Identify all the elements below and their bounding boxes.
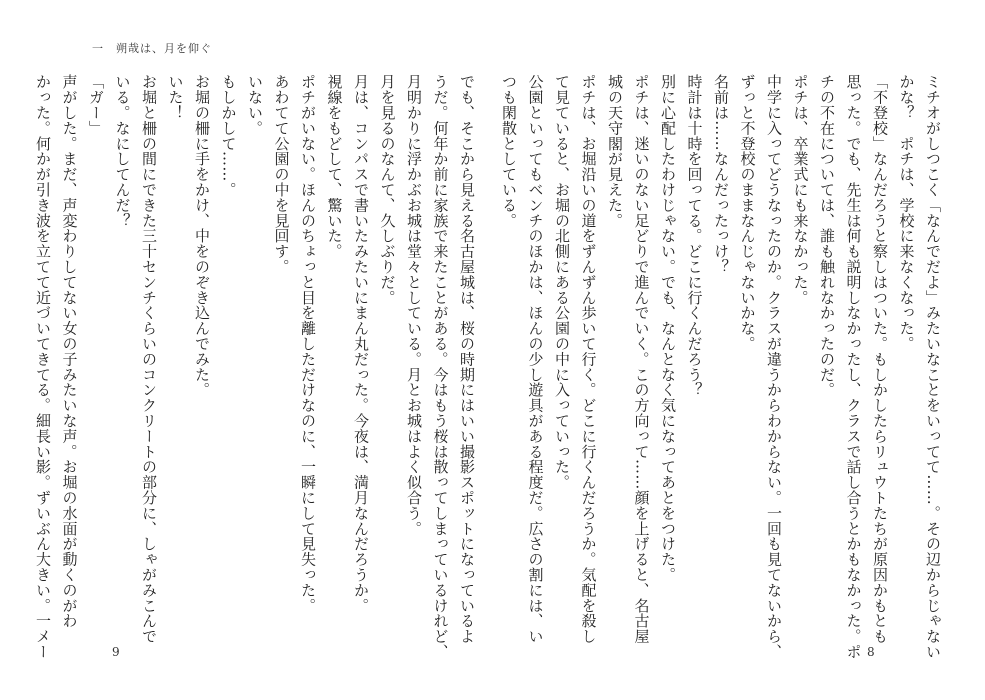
text-line: 中学に入ってどうなったのか。クラスが違うからわからない。一回も見てないから、	[765, 74, 783, 660]
text-line: 視線をもどして、驚いた。	[325, 74, 344, 259]
text-line: 月明かりに浮かぶお城は堂々としている。月とお城はよく似合う。	[405, 74, 423, 536]
text-line: かった。何かが引き波を立てて近づいてきてる。細長い影。ずいぶん大きい。一メー	[34, 74, 52, 660]
text-line: 声がした。まだ、声変わりしてない女の子みたいな声。お堀の水面が動くのがわ	[60, 74, 79, 629]
right-page	[493, 0, 985, 700]
page-number: 9	[112, 645, 120, 659]
text-line: もしかして……。	[219, 74, 238, 198]
text-line: 月を見るのなんて、久しぶりだ。	[378, 74, 397, 305]
text-line: 別に心配したわけじゃない。でも、なんとなく気になってあとをつけた。	[659, 74, 677, 583]
text-line: うだ。何年か前に家族で来たことがある。今はもう桜は散ってしまっているけれど、	[431, 74, 450, 660]
text-line: つも閑散としている。	[500, 74, 518, 228]
text-line: 名前は……なんだったっけ？	[712, 74, 730, 275]
text-line: 公園といってもベンチのほかは、ほんの少し遊具がある程度だ。広さの割には、い	[526, 74, 545, 644]
left-page-text	[34, 74, 480, 660]
text-line: お堀と柵の間にできた三十センチくらいのコンクリートの部分に、しゃがみこんで	[140, 74, 158, 644]
text-line: 城の天守閣が見えた。	[606, 74, 624, 228]
text-line: 月は、コンパスで書いたみたいにまん丸だった。今夜は、満月なんだろうか。	[352, 74, 370, 613]
text-line: 時計は十時を回ってる。どこに行くんだろう？	[685, 74, 704, 398]
left-page	[0, 0, 492, 700]
text-line: ポチは、お堀沿いの道をずんずん歩いて行く。どこに行くんだろうか。気配を殺し	[579, 74, 598, 644]
text-line: お堀の柵に手をかけ、中をのぞき込んでみた。	[193, 74, 211, 398]
text-line: でも、そこから見える名古屋城は、桜の時期にはいい撮影スポットになっているよ	[458, 74, 476, 644]
text-line: 「不登校」なんだろうと察しはついた。もしかしたらリュウトたちが原因かもとも	[871, 74, 889, 644]
text-line: ずっと不登校のままなんじゃないかな。	[738, 74, 757, 352]
text-line: いる。なにしてんだ？	[113, 74, 132, 228]
text-line: あわてて公園の中を見回す。	[272, 74, 291, 275]
page-number: 8	[867, 645, 875, 659]
running-head: 一 朔哉は、月を仰ぐ	[92, 42, 212, 55]
text-line: ポチがいない。ほんのちょっと目を離しただけなのに、一瞬にして見失った。	[299, 74, 317, 613]
text-line: かな？ ポチは、学校に来なくなった。	[897, 74, 916, 352]
right-page-text	[500, 74, 946, 660]
text-line: 思った。でも、先生は何も説明しなかったし、クラスで話し合うとかもなかった。ポ	[844, 74, 863, 660]
text-line: 「ガー」	[87, 74, 105, 136]
text-line: ミチオがしつこく「なんでだよ」みたいなことをいってて……。その辺からじゃない	[924, 74, 942, 660]
text-line: いた！	[166, 74, 185, 121]
text-line: て見ていると、お堀の北側にある公園の中に入っていった。	[553, 74, 571, 490]
text-line: いない。	[246, 74, 264, 136]
text-line: ポチは、迷いのない足どりで進んでいく。この方向って……顔を上げると、名古屋	[632, 74, 651, 644]
text-line: チの不在については、誰も触れなかったのだ。	[818, 74, 836, 398]
text-line: ポチは、卒業式にも来なかった。	[791, 74, 810, 305]
